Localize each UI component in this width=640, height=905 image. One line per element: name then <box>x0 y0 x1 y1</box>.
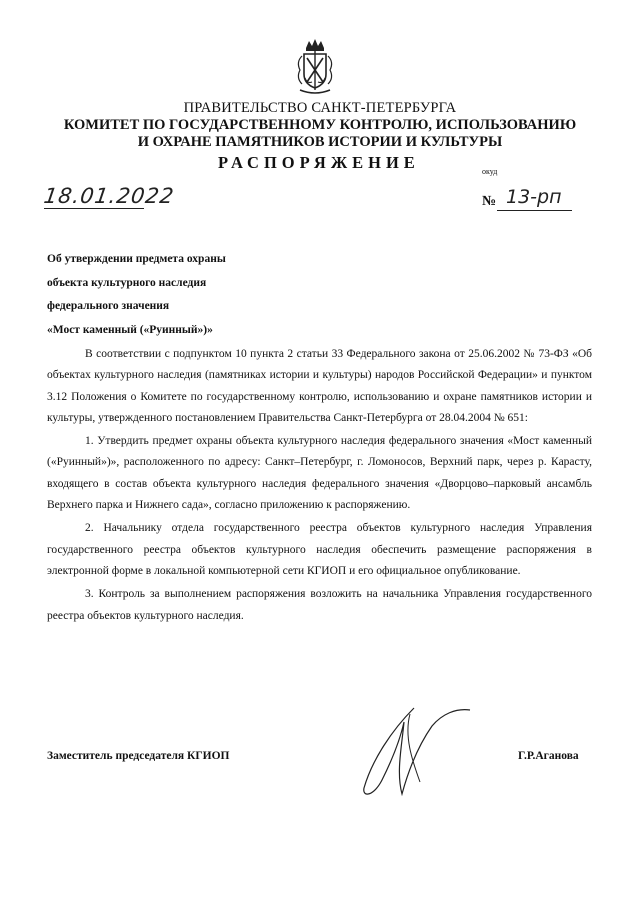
signature-icon <box>352 700 482 810</box>
number-label: № <box>482 194 497 209</box>
signer-name: Г.Р.Аганова <box>518 750 579 762</box>
document-body <box>47 344 592 629</box>
subject-line: федерального значения <box>47 300 170 312</box>
coat-of-arms-icon <box>292 38 338 96</box>
committee-line-1: КОМИТЕТ ПО ГОСУДАРСТВЕННОМУ КОНТРОЛЮ, ИСПОЛЬЗОВАНИЮ <box>63 117 577 133</box>
item-1-paragraph: 1. Утвердить предмет охраны объекта культурного наследия федерального значения «Мост каменный («Руинный»)», расположенного по адресу: Санкт–Петербург, г. Ломоносов, Верхний парк, через р. Карасту, входящего в состав объекта культурного наследия федерального значения «Дворцово–парковый ансамбль Верхнего парка и Нижнего сада», согласно приложению к распоряжению. <box>47 435 592 512</box>
item-3-paragraph: 3. Контроль за выполнением распоряжения возложить на начальника Управления государственного реестра объектов культурного наследия. <box>47 588 592 622</box>
subject-line: объекта культурного наследия <box>47 276 207 289</box>
committee-line-2: И ОХРАНЕ ПАМЯТНИКОВ ИСТОРИИ И КУЛЬТУРЫ <box>137 133 503 150</box>
government-heading: ПРАВИТЕЛЬСТВО САНКТ-ПЕТЕРБУРГА <box>183 100 457 116</box>
number-underline <box>497 210 572 211</box>
signer-title: Заместитель председателя КГИОП <box>47 750 230 762</box>
preamble-paragraph: В соответствии с подпунктом 10 пункта 2 статьи 33 Федерального закона от 25.06.2002 № 73-ФЗ «Об объектах культурного наследия (памятниках истории и культуры) народов Российской Федерации» и пунктом 3.12 Положения о Комитете по государственному контролю, использованию и охране памятников истории и культуры, утвержденного постановлением Правительства Санкт-Петербурга от 28.04.2004 № 651: <box>47 348 592 424</box>
item-2-paragraph: 2. Начальнику отдела государственного реестра объектов культурного наследия Управления государственного реестра объектов культурного наследия обеспечить размещение распоряжения в электронной форме в локальной компьютерной сети КГИОП и его официальное опубликование. <box>47 522 592 577</box>
okud-label: окуд <box>482 167 498 176</box>
committee-heading <box>0 117 640 150</box>
document-date: 18.01.2022 <box>42 184 176 208</box>
document-type: РАСПОРЯЖЕНИЕ <box>218 153 420 172</box>
subject-line: Об утверждении предмета охраны <box>47 253 226 265</box>
subject-line: «Мост каменный («Руинный»)» <box>47 323 213 336</box>
date-underline <box>44 208 144 209</box>
subject-block <box>47 248 226 342</box>
document-number: 13-рп <box>506 186 562 208</box>
